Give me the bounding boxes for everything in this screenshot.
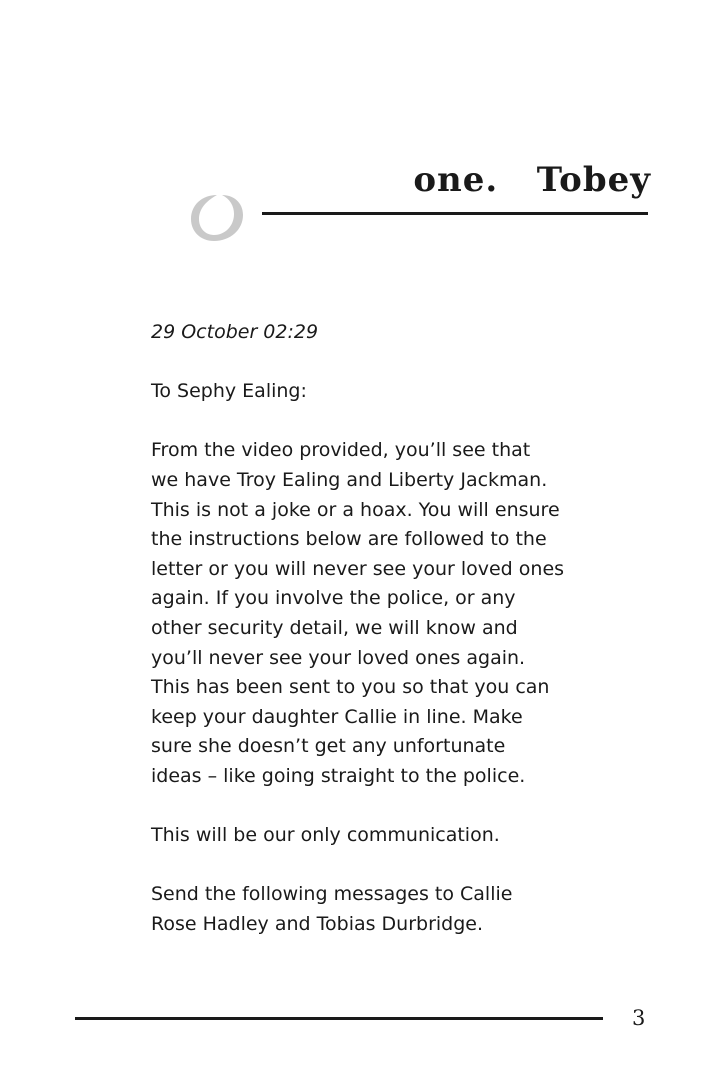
heading-rule xyxy=(262,212,648,215)
letter-main-paragraph: From the video provided, you’ll see that we have Troy Ealing and Liberty Jackman. This is not a joke or a hoax. You will ensure the instructions below are followed to the letter or you will never see your loved ones again. If you involve the police, or any other security detail, we will know and you’ll never see your loved ones again. This has been sent to you so that you can keep your daughter Callie in line. Make sure she doesn’t get any unfortunate ideas – like going straight to the police. xyxy=(151,439,565,787)
letter-salutation: To Sephy Ealing: xyxy=(151,380,307,403)
ring-ornament-icon xyxy=(186,191,248,243)
letter-timestamp: 29 October 02:29 xyxy=(151,321,319,343)
chapter-heading: one. Tobey xyxy=(413,160,651,200)
letter-closing: This will be our only communication. xyxy=(151,824,500,847)
page-number: 3 xyxy=(632,1006,646,1030)
footer-rule xyxy=(75,1017,603,1020)
letter-body xyxy=(151,318,621,969)
letter-instruction: Send the following messages to Callie Rose Hadley and Tobias Durbridge. xyxy=(151,883,513,935)
